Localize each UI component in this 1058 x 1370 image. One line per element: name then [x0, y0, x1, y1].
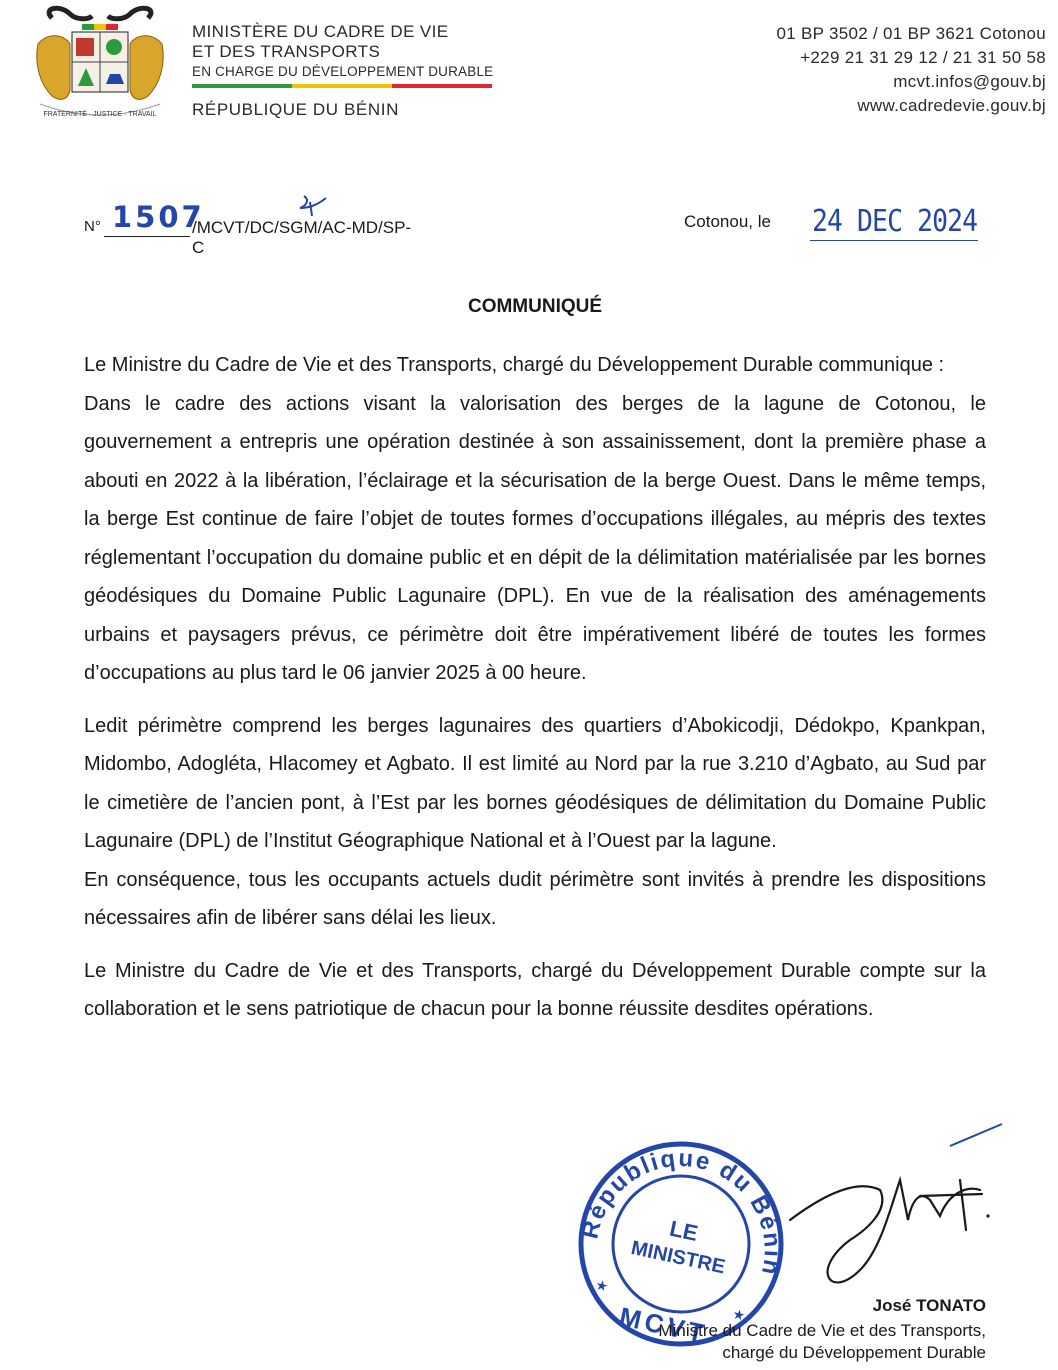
- stamp-center-line-2: MINISTRE: [629, 1237, 728, 1279]
- paragraph-intro: Le Ministre du Cadre de Vie et des Transports, chargé du Développement Durable communique :: [84, 354, 945, 376]
- contact-phone: +229 21 31 29 12 / 21 31 50 58: [800, 48, 1046, 67]
- reference-line: [84, 200, 414, 257]
- ministry-name: [192, 22, 493, 82]
- stamp-center-line-1: LE: [667, 1215, 701, 1246]
- paragraph-perimeter: Ledit périmètre comprend les berges lagunaires des quartiers d’Abokicodji, Dédokpo, Kpankpan, Midombo, Adogléta, Hlacomey et Agbato. Il est limité au Nord par la rue 3.210 d’Agbato, au Sud par le cimetière de l’ancien pont, à l’Est par les bornes géodésiques de délimitation du Domaine Public Lagunaire (DPL) de l’Institut Géographique National et à l’Ouest par la lagune.: [84, 714, 986, 852]
- coat-of-arms-emblem: [30, 4, 170, 124]
- flag-color-bar: [192, 84, 492, 88]
- flag-yellow-stripe: [292, 84, 392, 88]
- signer-title-line-1: Ministre du Cadre de Vie et des Transports,: [658, 1321, 986, 1340]
- reference-prefix: N°: [84, 218, 101, 235]
- svg-text:★: ★: [593, 1277, 610, 1296]
- contact-email: mcvt.infos@gouv.bj: [893, 72, 1046, 91]
- reference-suffix: /MCVT/DC/SGM/AC-MD/SP-C: [192, 218, 412, 257]
- paragraph-context: Dans le cadre des actions visant la valorisation des berges de la lagune de Cotonou, le gouvernement a entrepris une opération destinée à son assainissement, dont la première phase a abouti en 2022 à la libération, l’éclairage et la sécurisation de la berge Ouest. Dans le même temps, la berge Est continue de faire l’objet de toutes formes d’occupations illégales, au mépris des textes réglementant l’occupation du domaine public et en dépit de la délimitation matérialisée par les bornes géodésiques du Domaine Public Lagunaire (DPL). En vue de la réalisation des aménagements urbains et paysagers prévus, ce périmètre doit être impérativement libéré de toutes les formes d’occupations au plus tard le 06 janvier 2025 à 00 heure.: [84, 392, 986, 684]
- svg-text:★: ★: [730, 1306, 747, 1325]
- ministry-line-1: MINISTÈRE DU CADRE DE VIE: [192, 22, 449, 41]
- ministry-line-2: ET DES TRANSPORTS: [192, 42, 381, 61]
- contact-block: [776, 22, 1046, 118]
- ministry-stamp: [570, 1138, 792, 1350]
- stamp-outer-text: République du Bénin: [576, 1144, 787, 1279]
- svg-text:FRATERNITÉ · JUSTICE · TRAVAIL: FRATERNITÉ · JUSTICE · TRAVAIL: [43, 111, 157, 118]
- ministry-line-3: EN CHARGE DU DÉVELOPPEMENT DURABLE: [192, 64, 494, 79]
- communique-body: [84, 346, 986, 1029]
- reference-underline: [104, 236, 190, 237]
- country-name: RÉPUBLIQUE DU BÉNIN: [192, 100, 399, 119]
- paragraph-closing: Le Ministre du Cadre de Vie et des Transports, chargé du Développement Durable compte sur la collaboration et le sens patriotique de chacun pour la bonne réussite desdites opérations.: [84, 959, 986, 1020]
- signer-title-line-2: chargé du Développement Durable: [722, 1343, 986, 1362]
- date-stamp: 24 DEC 2024: [812, 204, 978, 239]
- handwritten-signature: [770, 1120, 1050, 1300]
- stamp-bottom-text: MCVT: [616, 1301, 711, 1350]
- flag-red-stripe: [392, 84, 492, 88]
- signer-title: [658, 1320, 986, 1364]
- handwritten-initials: [296, 192, 330, 224]
- flag-green-stripe: [192, 84, 292, 88]
- reference-number: 1507: [112, 200, 205, 234]
- contact-website: www.cadredevie.gouv.bj: [857, 96, 1046, 115]
- date-underline: [810, 240, 978, 241]
- date-place: Cotonou, le: [684, 212, 771, 231]
- signer-name: José TONATO: [872, 1296, 986, 1315]
- contact-postal: 01 BP 3502 / 01 BP 3621 Cotonou: [776, 24, 1046, 43]
- paragraph-consequence: En conséquence, tous les occupants actuels dudit périmètre sont invités à prendre les dispositions nécessaires afin de libérer sans délai les lieux.: [84, 868, 986, 929]
- document-title: COMMUNIQUÉ: [467, 296, 603, 317]
